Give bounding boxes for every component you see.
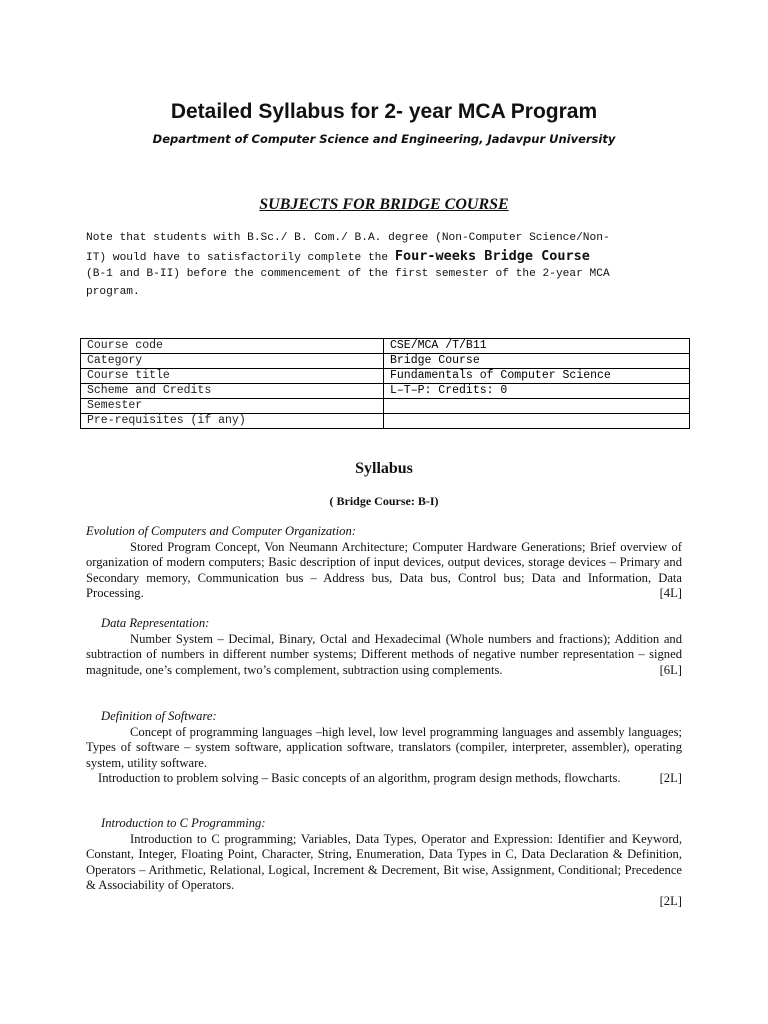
section-body [86, 540, 682, 602]
table-key-cell: Pre-requisites (if any) [81, 414, 384, 429]
section-body-2-text: Introduction to problem solving – Basic concepts of an algorithm, program design methods, flowcharts. [98, 771, 621, 785]
table-row [81, 339, 690, 354]
section-title: Data Representation: [101, 616, 210, 630]
table-key-cell: Semester [81, 399, 384, 414]
bridge-course-note [86, 229, 686, 301]
note-line-2 [86, 247, 686, 265]
table-key-cell: Course title [81, 369, 384, 384]
table-value-cell: Fundamentals of Computer Science [384, 369, 690, 384]
note-line-2-text: IT) would have to satisfactorily complete the [86, 252, 389, 264]
syllabus-section [86, 709, 682, 787]
section-hours: [2L] [659, 771, 682, 785]
section-title: Definition of Software: [101, 709, 217, 723]
syllabus-section [86, 816, 682, 909]
note-emphasis: Four-weeks Bridge Course [394, 248, 590, 264]
section-body [86, 632, 682, 679]
note-line-3: (B-1 and B-II) before the commencement of the first semester of the 2-year MCA [86, 268, 610, 280]
table-row [81, 414, 690, 429]
course-details-table [80, 338, 690, 429]
section-body: Concept of programming languages –high level, low level programming languages and assembly languages; Types of software – system software, application software, translators (compiler, interpreter, assembler), operating system, utility software. [86, 724, 682, 770]
table-value-cell: CSE/MCA /T/B11 [384, 339, 690, 354]
note-line-4: program. [86, 286, 140, 298]
section-hours: [6L] [659, 662, 682, 677]
bridge-course-heading: SUBJECTS FOR BRIDGE COURSE [259, 196, 509, 213]
syllabus-section [86, 524, 682, 602]
syllabus-title: Syllabus [355, 460, 413, 477]
table-key-cell: Category [81, 354, 384, 369]
table-row [81, 399, 690, 414]
table-key-cell: Scheme and Credits [81, 384, 384, 399]
section-body-2 [86, 771, 682, 787]
document-title: Detailed Syllabus for 2- year MCA Program [170, 100, 598, 123]
section-title: Evolution of Computers and Computer Organization: [86, 524, 356, 538]
table-value-cell: Bridge Course [384, 354, 690, 369]
table-value-cell [384, 399, 690, 414]
note-line-1: Note that students with B.Sc./ B. Com./ B.A. degree (Non-Computer Science/Non- [86, 232, 610, 244]
section-title: Introduction to C Programming: [101, 816, 266, 830]
table-row [81, 354, 690, 369]
syllabus-subtitle: ( Bridge Course: B-I) [329, 494, 439, 508]
table-row [81, 369, 690, 384]
section-hours: [4L] [659, 586, 682, 600]
table-value-cell: L–T–P: Credits: 0 [384, 384, 690, 399]
table-value-cell [384, 414, 690, 429]
table-key-cell: Course code [81, 339, 384, 354]
section-hours: [2L] [659, 893, 682, 908]
syllabus-section [86, 616, 682, 678]
section-body: Introduction to C programming; Variables, Data Types, Operator and Expression: Identifier and Keyword, Constant, Integer, Floating Point, Character, String, Enumeration, Data Types in C, Data Declaration & Definition, Operators – Arithmetic, Relational, Logical, Increment & Decrement, Bit wise, Assignment, Conditional; Precedence & Associability of Operators. [86, 831, 682, 892]
department-subtitle: Department of Computer Science and Engineering, Jadavpur University [152, 132, 616, 146]
table-row [81, 384, 690, 399]
section-body-text: Stored Program Concept, Von Neumann Architecture; Computer Hardware Generations; Brief overview of organization of modern computers; Basic description of input devices, output devices, storage devices – Primary and Secondary memory, Communication bus – Address bus, Data bus, Control bus; Data and Information, Data Processing. [86, 539, 682, 600]
section-body-text: Number System – Decimal, Binary, Octal and Hexadecimal (Whole numbers and fractions); Addition and subtraction of numbers in different number systems; Different methods of negative number representation – signed magnitude, one’s complement, two’s complement, subtraction using complements. [86, 631, 682, 677]
